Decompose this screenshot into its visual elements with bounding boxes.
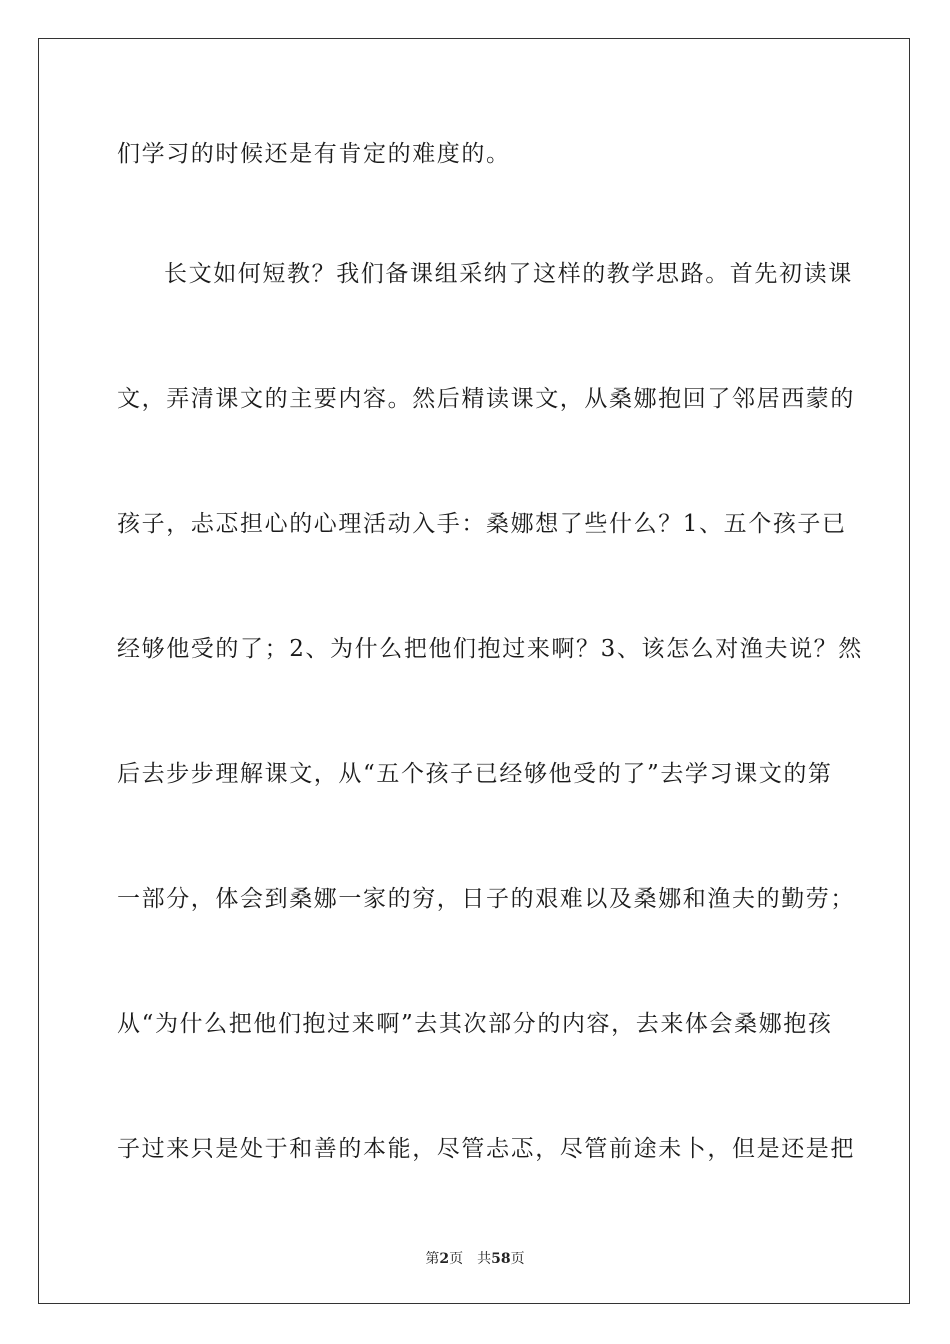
total-pages: 58 <box>491 1251 511 1267</box>
text-line-9: 子过来只是处于和善的本能，尽管忐忑，尽管前途未卜，但是还是把 <box>117 1136 855 1162</box>
page-border <box>38 38 910 1304</box>
text-line-1: 们学习的时候还是有肯定的难度的。 <box>117 141 511 167</box>
text-line-7: 一部分，体会到桑娜一家的穷，日子的艰难以及桑娜和渔夫的勤劳； <box>117 886 855 912</box>
page-suffix: 页 <box>449 1251 464 1267</box>
page-footer <box>0 1248 950 1268</box>
page-number: 2 <box>439 1251 450 1267</box>
total-suffix: 页 <box>510 1251 525 1267</box>
page-prefix: 第 <box>425 1251 440 1267</box>
total-prefix: 共 <box>477 1251 492 1267</box>
text-line-8: 从“为什么把他们抱过来啊”去其次部分的内容，去来体会桑娜抱孩 <box>117 1011 833 1037</box>
text-line-2: 长文如何短教？我们备课组采纳了这样的教学思路。首先初读课 <box>164 261 853 287</box>
text-line-3: 文，弄清课文的主要内容。然后精读课文，从桑娜抱回了邻居西蒙的 <box>117 386 855 412</box>
text-line-6: 后去步步理解课文，从“五个孩子已经够他受的了”去学习课文的第 <box>117 761 833 787</box>
text-line-4: 孩子，忐忑担心的心理活动入手：桑娜想了些什么？1、五个孩子已 <box>117 511 847 537</box>
text-line-5: 经够他受的了；2、为什么把他们抱过来啊？3、该怎么对渔夫说？然 <box>117 636 863 662</box>
